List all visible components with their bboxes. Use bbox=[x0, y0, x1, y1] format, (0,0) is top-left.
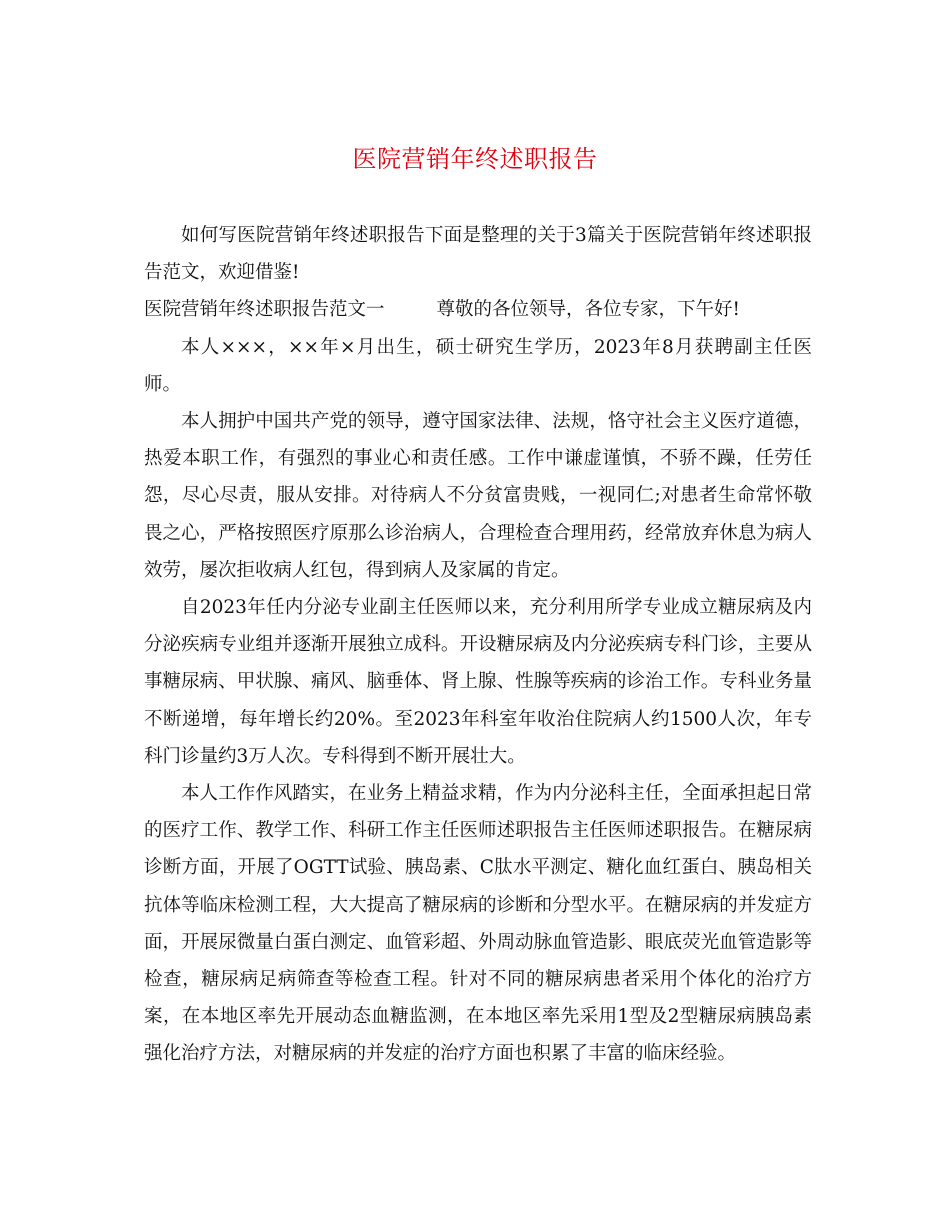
intro-paragraph: 如何写医院营销年终述职报告下面是整理的关于3篇关于医院营销年终述职报告范文，欢迎借鉴! bbox=[144, 225, 812, 284]
body-paragraph: 本人拥护中国共产党的领导，遵守国家法律、法规，恪守社会主义医疗道德，热爱本职工作，有强烈的事业心和责任感。工作中谦虚谨慎，不骄不躁，任劳任怨，尽心尽责，服从安排。对待病人不分贫富贵贱，一视同仁;对患者生命常怀敬畏之心，严格按照医疗原那么诊治病人，合理检查合理用药，经常放弃休息为病人效劳，屡次拒收病人红包，得到病人及家属的肯定。 bbox=[144, 411, 812, 581]
greeting: 尊敬的各位领导，各位专家，下午好! bbox=[436, 299, 740, 321]
sample-heading: 医院营销年终述职报告范文一 bbox=[144, 299, 385, 321]
document-body bbox=[144, 217, 812, 1073]
document-title: 医院营销年终述职报告 bbox=[352, 145, 598, 173]
body-paragraph: 本人×××，××年×月出生，硕士研究生学历，2023年8月获聘副主任医师。 bbox=[144, 336, 812, 395]
body-paragraph: 自2023年任内分泌专业副主任医师以来，充分利用所学专业成立糖尿病及内分泌疾病专业组并逐渐开展独立成科。开设糖尿病及内分泌疾病专科门诊，主要从事糖尿病、甲状腺、痛风、脑垂体、肾上腺、性腺等疾病的诊治工作。专科业务量不断递增，每年增长约20%。至2023年科室年收治住院病人约1500人次，年专科门诊量约3万人次。专科得到不断开展壮大。 bbox=[144, 597, 812, 767]
sample-heading-line bbox=[144, 291, 812, 328]
body-paragraph: 本人工作作风踏实，在业务上精益求精，作为内分泌科主任，全面承担起日常的医疗工作、教学工作、科研工作主任医师述职报告主任医师述职报告。在糖尿病诊断方面，开展了OGTT试验、胰岛素、C肽水平测定、糖化血红蛋白、胰岛相关抗体等临床检测工程，大大提高了糖尿病的诊断和分型水平。在糖尿病的并发症方面，开展尿微量白蛋白测定、血管彩超、外周动脉血管造影、眼底荧光血管造影等检查，糖尿病足病筛查等检查工程。针对不同的糖尿病患者采用个体化的治疗方案，在本地区率先开展动态血糖监测，在本地区率先采用1型及2型糖尿病胰岛素强化治疗方法，对糖尿病的并发症的治疗方面也积累了丰富的临床经验。 bbox=[144, 783, 812, 1065]
